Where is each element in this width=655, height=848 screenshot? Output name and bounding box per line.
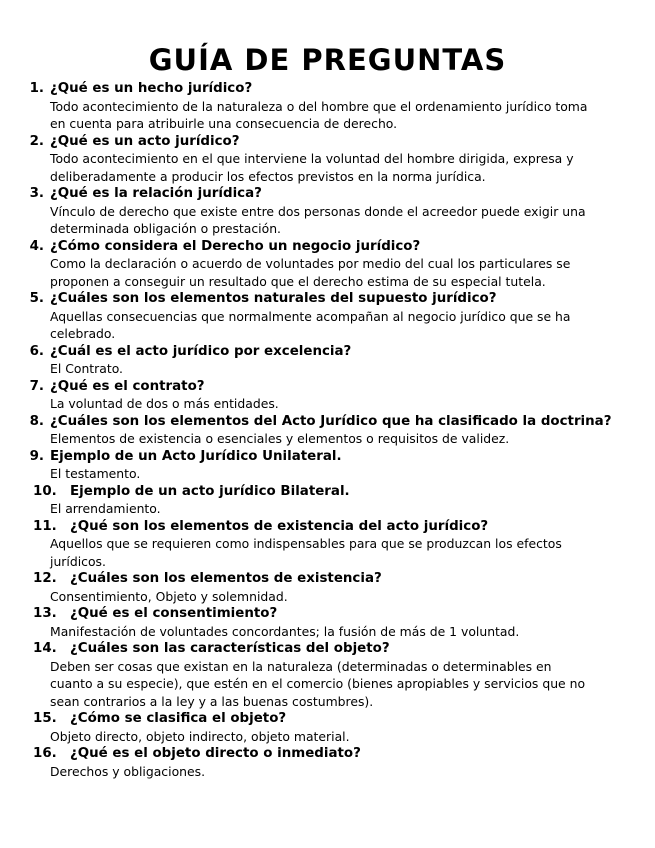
answer-text: Aquellos que se requieren como indispensables para que se produzcan los efectos jurídicos. — [50, 536, 562, 569]
answer-text: Consentimiento, Objeto y solemnidad. — [50, 588, 288, 604]
question-number: 4. — [29, 238, 44, 254]
question-text: ¿Qué es el objeto directo o inmediato? — [70, 746, 361, 761]
question-number: 16. — [33, 746, 57, 761]
question-line — [0, 80, 655, 98]
question-item — [0, 290, 655, 343]
question-item — [0, 413, 655, 448]
question-text: Ejemplo de un acto jurídico Bilateral. — [70, 483, 350, 499]
question-line — [0, 518, 655, 536]
question-item — [0, 343, 655, 378]
question-number: 1. — [29, 81, 44, 96]
question-number: 9. — [29, 448, 44, 464]
question-text: Ejemplo de un Acto Jurídico Unilateral. — [50, 448, 342, 464]
question-item — [0, 378, 655, 413]
question-text: ¿Qué es un acto jurídico? — [50, 133, 240, 149]
question-number: 13. — [33, 606, 57, 621]
question-number: 15. — [33, 711, 57, 726]
question-line — [0, 238, 655, 256]
question-line — [0, 640, 655, 658]
question-list — [0, 80, 655, 780]
answer-text: Todo acontecimiento en el que interviene la voluntad del hombre dirigida, expresa y deliberadamente a producir los efectos previstos en la norma jurídica. — [50, 151, 574, 184]
answer-text: Elementos de existencia o esenciales y elementos o requisitos de validez. — [50, 431, 510, 446]
question-text: ¿Qué es el consentimiento? — [70, 606, 278, 621]
question-number: 12. — [33, 571, 57, 586]
question-line — [0, 378, 655, 396]
question-line — [0, 710, 655, 728]
question-line — [0, 290, 655, 308]
question-number: 3. — [29, 186, 44, 201]
answer-text: Derechos y obligaciones. — [50, 763, 206, 779]
question-text: ¿Qué es el contrato? — [50, 378, 205, 394]
question-line — [0, 745, 655, 763]
page-title: GUÍA DE PREGUNTAS — [148, 43, 507, 77]
question-text: ¿Qué es la relación jurídica? — [50, 186, 262, 201]
answer-text: El testamento. — [50, 466, 141, 481]
question-item — [0, 640, 655, 710]
answer-text: Como la declaración o acuerdo de voluntades por medio del cual los particulares se proponen a conseguir un resultado que el derecho estima de su especial tutela. — [50, 256, 571, 289]
answer-text: Vínculo de derecho que existe entre dos personas donde el acreedor puede exigir una determinada obligación o prestación. — [50, 203, 586, 236]
question-number: 14. — [33, 641, 57, 656]
answer-text: El Contrato. — [50, 361, 124, 376]
answer-text: Objeto directo, objeto indirecto, objeto material. — [50, 728, 350, 744]
question-line — [0, 448, 655, 466]
question-line — [0, 185, 655, 203]
question-item — [0, 745, 655, 780]
answer-text: La voluntad de dos o más entidades. — [50, 396, 279, 411]
question-line — [0, 413, 655, 431]
question-item — [0, 185, 655, 238]
question-item — [0, 80, 655, 133]
answer-text: Todo acontecimiento de la naturaleza o del hombre que el ordenamiento jurídico toma en cuenta para atribuirle una consecuencia de derecho. — [50, 98, 588, 131]
question-line — [0, 343, 655, 361]
question-line — [0, 133, 655, 151]
question-line — [0, 570, 655, 588]
question-item — [0, 238, 655, 291]
question-number: 7. — [29, 378, 44, 394]
question-item — [0, 133, 655, 186]
answer-text: Deben ser cosas que existan en la naturaleza (determinadas o determinables en cuanto a su especie), que estén en el comercio (bienes apropiables y servicios que no sean contrarios a la ley y a las buenas costumbres). — [50, 658, 586, 709]
question-text: ¿Cuáles son los elementos naturales del supuesto jurídico? — [50, 291, 497, 306]
question-number: 11. — [33, 518, 57, 534]
question-text: ¿Cuáles son los elementos del Acto Jurídico que ha clasificado la doctrina? — [50, 413, 612, 429]
question-text: ¿Cuáles son las características del objeto? — [70, 641, 390, 656]
question-item — [0, 518, 655, 571]
question-text: ¿Cómo se clasifica el objeto? — [70, 711, 287, 726]
question-number: 5. — [29, 291, 44, 306]
answer-text: El arrendamiento. — [50, 501, 161, 516]
question-number: 8. — [29, 413, 44, 429]
question-item — [0, 483, 655, 518]
question-number: 2. — [29, 133, 44, 149]
question-text: ¿Cómo considera el Derecho un negocio jurídico? — [50, 238, 421, 254]
question-item — [0, 710, 655, 745]
answer-text: Manifestación de voluntades concordantes; la fusión de más de 1 voluntad. — [50, 623, 520, 639]
question-number: 10. — [33, 483, 57, 499]
question-text: ¿Qué son los elementos de existencia del acto jurídico? — [70, 518, 489, 534]
question-number: 6. — [29, 343, 44, 359]
question-line — [0, 483, 655, 501]
question-item — [0, 570, 655, 605]
question-line — [0, 605, 655, 623]
question-text: ¿Cuál es el acto jurídico por excelencia? — [50, 343, 352, 359]
question-item — [0, 605, 655, 640]
question-text: ¿Qué es un hecho jurídico? — [50, 81, 253, 96]
question-text: ¿Cuáles son los elementos de existencia? — [70, 571, 382, 586]
answer-text: Aquellas consecuencias que normalmente acompañan al negocio jurídico que se ha celebrado. — [50, 308, 571, 341]
question-item — [0, 448, 655, 483]
